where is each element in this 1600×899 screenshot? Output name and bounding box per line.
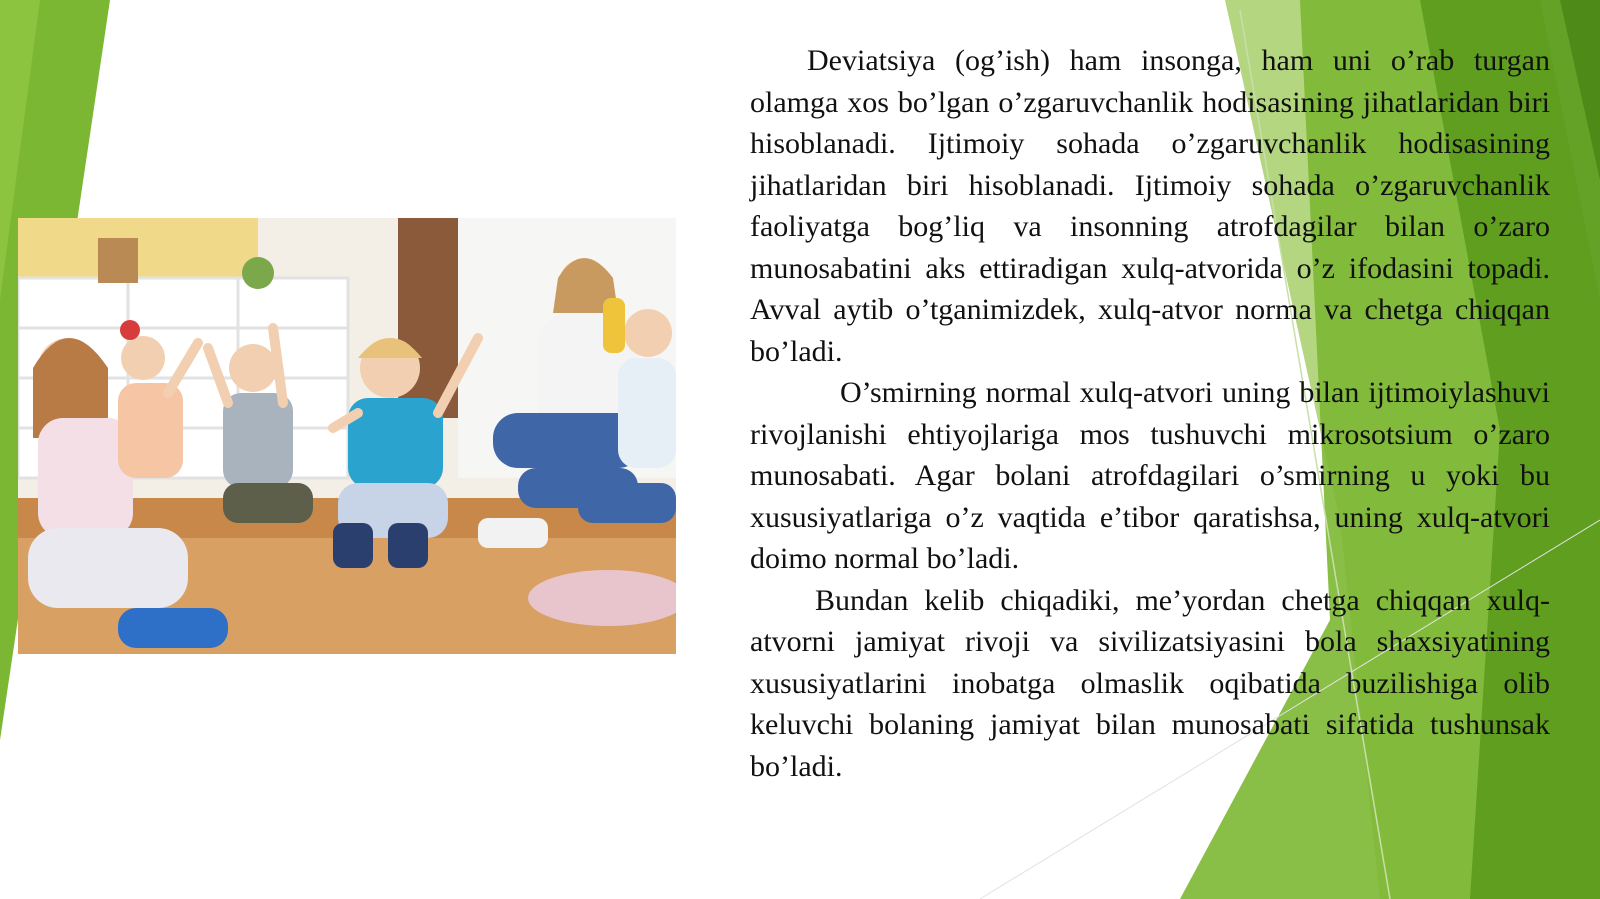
paragraph-teen-behavior: O’smirning normal xulq-atvori uning bilan ijtimoiylashuvi rivojlanishi ehtiyojlariga mos tushuvchi mikrosotsium o’zaro munosabati. Agar bolani atrofdagilari o’smirning u yoki bu xususiyatlariga o’z vaqtida e’tibor qaratishsa, uning xulq-atvori doimo normal bo’ladi. <box>750 376 1550 575</box>
body-text <box>750 40 1550 787</box>
paragraph-conclusion: Bundan kelib chiqadiki, me’yordan chetga chiqqan xulq-atvorni jamiyat rivoji va sivilizatsiyasini bola shaxsiyatining xususiyatlarini inobatga olmaslik oqibatida buzilishiga olib keluvchi bolaning jamiyat bilan munosabati sifatida tushunsak bo’ladi. <box>750 583 1550 783</box>
paragraph-deviation: Deviatsiya (og’ish) ham insonga, ham uni o’rab turgan olamga xos bo’lgan o’zgaruvchanlik hodisasining jihatlaridan biri hisoblanadi. Ijtimoiy sohada o’zgaruvchanlik hodisasining jihatlaridan biri hisoblanadi. Ijtimoiy sohada o’zgaruvchanlik faoliyatga bog’liq va insonning atrofdagilar bilan o’zaro munosabatini aks ettiradigan xulq-atvorida o’z ifodasini topadi. Avval aytib o’tganimizdek, xulq-atvor norma va chetga chiqqan bo’ladi. <box>750 44 1550 368</box>
children-playing-photo <box>18 218 676 654</box>
